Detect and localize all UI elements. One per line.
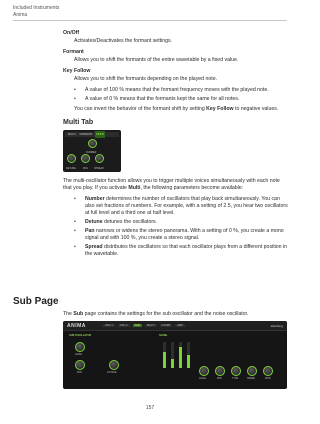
sub-level-knob-icon xyxy=(75,342,85,352)
list-item: • A value of 100 % means that the formant frequency moves with the played note. xyxy=(74,87,269,93)
running-header xyxy=(13,5,59,18)
knob-label: PAN xyxy=(83,167,88,170)
anima-logo: ANIMA xyxy=(67,323,86,329)
param-formant-term: Formant xyxy=(63,49,84,55)
number-knob-icon xyxy=(88,139,97,148)
sub-page-heading: Sub Page xyxy=(13,296,59,307)
param-keyfollow-term: Key Follow xyxy=(63,68,91,74)
tab-filter: FILTER xyxy=(161,323,171,327)
noise-mod-knob-icon xyxy=(263,366,273,376)
sub-page-intro xyxy=(63,311,289,318)
noise-panel xyxy=(159,334,281,384)
noise-slider xyxy=(179,342,182,368)
list-item: • Detune detunes the oscillators. xyxy=(74,219,158,225)
header-instrument: Anima xyxy=(13,11,28,18)
item-text: distributes the oscillators so that each oscillator plays from a different position in the wavetable. xyxy=(85,244,288,257)
param-onoff-desc: Activates/Deactivates the formant settings. xyxy=(74,38,173,44)
tab-formant: FORMANT xyxy=(79,133,93,136)
knob-label: TYPE xyxy=(232,377,239,380)
param-keyfollow-desc: Allows you to shift the formants depending on the played note. xyxy=(74,76,218,82)
item-term: Spread xyxy=(85,244,103,250)
multi-tab-heading: Multi Tab xyxy=(63,119,94,126)
header-rule xyxy=(13,20,287,21)
knob-label: LEVEL xyxy=(199,377,207,380)
sub-intro-prefix: The xyxy=(63,311,74,317)
sub-page-screenshot xyxy=(63,321,287,389)
multi-tab-screenshot xyxy=(63,130,121,172)
knob-label: LEVEL xyxy=(75,353,83,356)
list-item: • Pan narrows or widens the stereo panorama. With a setting of 0 %, you create a mono signal and with 100 %, you create a stereo signal. xyxy=(74,228,284,241)
item-term: Pan xyxy=(85,228,95,234)
header-chapter: Included Instruments xyxy=(13,5,60,11)
sub-intro-suffix: page contains the settings for the sub oscillator and the noise oscillator. xyxy=(83,311,249,317)
keyfollow-invert-note xyxy=(74,106,289,113)
tab-sub: SUB xyxy=(134,323,140,327)
noise-level-knob-icon xyxy=(199,366,209,376)
list-item: • A value of 0 % means that the formants kept the same for all notes. xyxy=(74,96,240,102)
detune-knob-icon xyxy=(67,154,76,163)
spread-knob-icon xyxy=(95,154,104,163)
knob-label: DETUNE xyxy=(66,167,76,170)
sub-oscillator-panel xyxy=(69,334,147,384)
keyfollow-bullets xyxy=(63,87,289,103)
knob-label: SPEED xyxy=(247,377,256,380)
bullet-text: A value of 0 % means that the formants kept the same for all notes. xyxy=(85,96,240,102)
sub-octave-knob-icon xyxy=(109,360,119,370)
list-item: • Number determines the number of oscillators that play back simultaneously. You can also set fractions of numbers. For example, with a setting of 2.5, you hear two oscillators at full level and a third one at half level. xyxy=(74,196,288,216)
page-number: 157 xyxy=(145,405,155,411)
item-term: Detune xyxy=(85,219,103,225)
knob-label: PAN xyxy=(77,371,82,374)
multi-intro xyxy=(63,178,289,192)
slider-fill xyxy=(179,347,182,368)
plugin-tabs xyxy=(103,324,185,327)
multi-intro-prefix: The multi-oscillator function allows you to trigger multiple voices simultaneously with each note that you play. If you activate xyxy=(63,178,280,191)
multi-tab-bar xyxy=(65,132,119,137)
knob-label: NUMBER xyxy=(86,151,97,154)
knob-label: PAN xyxy=(217,377,222,380)
item-text: narrows or widens the stereo panorama. With a setting of 0 %, you create a mono signal and with 100 %, you create a stereo signal. xyxy=(85,228,284,241)
pan-knob-icon xyxy=(81,154,90,163)
multi-intro-bold: Multi xyxy=(128,185,141,191)
sub-osc-heading: SUB OSCILLATOR xyxy=(69,334,92,337)
invert-suffix: to negative values. xyxy=(233,106,279,112)
plugin-toolbar xyxy=(63,321,287,331)
knob-label: MOD xyxy=(265,377,271,380)
item-text: determines the number of oscillators that play back simultaneously. You can also set fractions of numbers. For example, with a setting of 2.5, you hear two oscillators at full level and a third one at half level. xyxy=(85,196,288,216)
knob-label: SPREAD xyxy=(94,167,104,170)
main-content xyxy=(63,30,289,261)
noise-type-knob-icon xyxy=(231,366,241,376)
item-term: Number xyxy=(85,196,105,202)
multi-params-list xyxy=(63,196,289,258)
sub-pan-knob-icon xyxy=(75,360,85,370)
noise-slider xyxy=(187,342,190,368)
bullet-text: A value of 100 % means that the formant frequency moves with the played note. xyxy=(85,87,269,93)
slider-fill xyxy=(171,359,174,368)
noise-slider xyxy=(163,342,166,368)
tab-osc2: OSC 2 xyxy=(119,323,128,327)
slider-fill xyxy=(163,352,166,368)
knob-label: OCTAVE xyxy=(107,371,117,374)
noise-heading: NOISE xyxy=(159,334,168,337)
noise-slider xyxy=(171,342,174,368)
item-text: detunes the oscillators. xyxy=(102,219,158,225)
noise-pan-knob-icon xyxy=(215,366,225,376)
tab-multi: MULTI xyxy=(146,323,155,327)
steinberg-brand: steinberg xyxy=(270,323,283,328)
noise-speed-knob-icon xyxy=(247,366,257,376)
tab-multi: MULTI xyxy=(68,133,76,136)
multi-intro-suffix: , the following parameters become available: xyxy=(140,185,244,191)
tab-multi-active: MULTI xyxy=(96,133,105,136)
slider-fill xyxy=(187,355,190,368)
tab-osc1: OSC 1 xyxy=(105,323,113,327)
list-item: • Spread distributes the oscillators so that each oscillator plays from a different position in the wavetable. xyxy=(74,244,288,257)
sub-intro-bold: Sub xyxy=(73,311,84,317)
invert-prefix: You can invert the behavior of the formant shift by setting xyxy=(74,106,207,112)
param-formant-desc: Allows you to shift the formants of the entire wavetable by a fixed value. xyxy=(74,57,239,63)
param-onoff-term: On/Off xyxy=(63,30,80,36)
tab-amp: AMP xyxy=(177,323,183,327)
invert-bold: Key Follow xyxy=(206,106,234,112)
